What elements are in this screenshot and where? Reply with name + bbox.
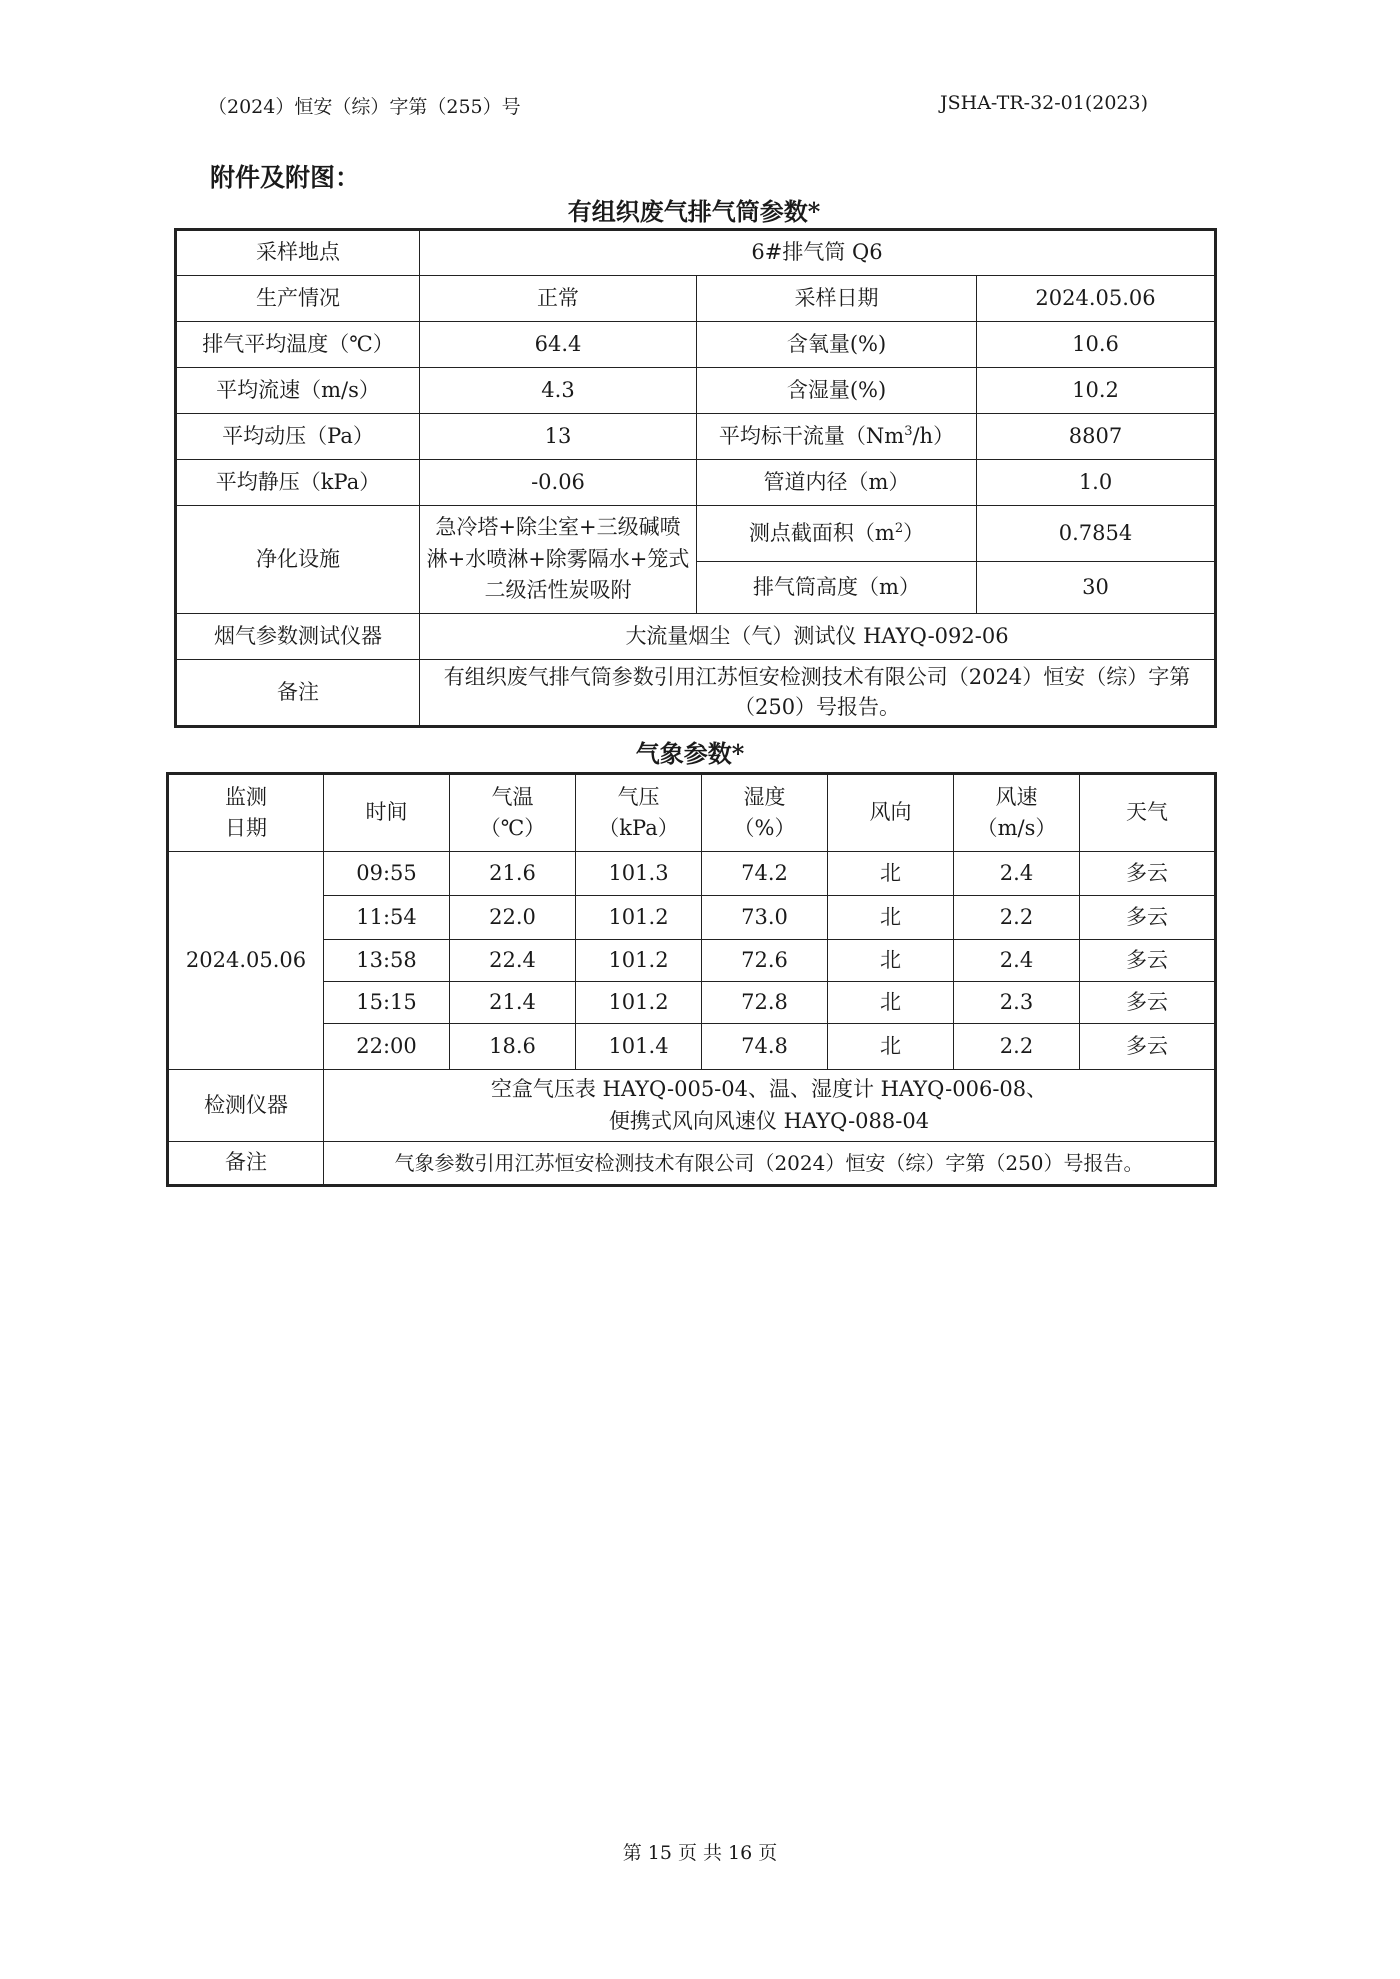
cell-wind-direction: 北 xyxy=(828,1024,954,1070)
header-date-line2: 日期 xyxy=(225,816,267,840)
avg-temp-label: 排气平均温度（℃） xyxy=(176,322,420,368)
weather-parameters-table xyxy=(166,772,1217,1187)
header-time: 时间 xyxy=(324,774,450,852)
cell-wind-direction: 北 xyxy=(828,982,954,1024)
std-flow-label-sup: 3 xyxy=(904,423,913,439)
oxygen-value: 10.6 xyxy=(977,322,1216,368)
form-code: JSHA-TR-32-01(2023) xyxy=(940,92,1149,114)
header-weather: 天气 xyxy=(1080,774,1216,852)
purification-value: 急冷塔+除尘室+三级碱喷淋+水喷淋+除雾隔水+笼式二级活性炭吸附 xyxy=(420,506,697,614)
cell-time: 13:58 xyxy=(324,940,450,982)
cell-time: 22:00 xyxy=(324,1024,450,1070)
cell-temp: 22.0 xyxy=(450,896,576,940)
header-humidity-line2: （%） xyxy=(733,816,796,840)
cell-humidity: 72.8 xyxy=(702,982,828,1024)
cell-pressure: 101.3 xyxy=(576,852,702,896)
header-humidity xyxy=(702,774,828,852)
cell-time: 09:55 xyxy=(324,852,450,896)
remarks-value: 有组织废气排气筒参数引用江苏恒安检测技术有限公司（2024）恒安（综）字第（250）号报告。 xyxy=(420,660,1216,727)
cell-wind-direction: 北 xyxy=(828,852,954,896)
table-row xyxy=(176,460,1216,506)
cell-time: 15:15 xyxy=(324,982,450,1024)
header-date xyxy=(168,774,324,852)
section-area-label xyxy=(697,506,977,562)
production-label: 生产情况 xyxy=(176,276,420,322)
instrument-label: 烟气参数测试仪器 xyxy=(176,614,420,660)
header-wind-speed-line1: 风速 xyxy=(995,784,1038,809)
std-flow-value: 8807 xyxy=(977,414,1216,460)
cell-pressure: 101.4 xyxy=(576,1024,702,1070)
cell-wind-speed: 2.4 xyxy=(954,940,1080,982)
weather-table-title: 气象参数* xyxy=(635,739,745,768)
table-row xyxy=(176,414,1216,460)
avg-dynamic-pressure-value: 13 xyxy=(420,414,697,460)
section-area-label-text: 测点截面积（m xyxy=(748,520,895,545)
sampling-location-label: 采样地点 xyxy=(176,230,420,276)
cell-pressure: 101.2 xyxy=(576,896,702,940)
std-flow-label xyxy=(697,414,977,460)
table-row xyxy=(168,1142,1216,1186)
attachment-title: 附件及附图： xyxy=(210,163,361,192)
cell-weather: 多云 xyxy=(1080,982,1216,1024)
page-footer: 第 15 页 共 16 页 xyxy=(622,1842,778,1864)
header-temp-line2: （℃） xyxy=(479,816,546,840)
cell-temp: 21.6 xyxy=(450,852,576,896)
weather-instrument-label: 检测仪器 xyxy=(168,1070,324,1142)
std-flow-label-text: 平均标干流量（Nm xyxy=(718,423,905,448)
pipe-diameter-label: 管道内径（m） xyxy=(697,460,977,506)
table-row xyxy=(168,1024,1216,1070)
sampling-date-value: 2024.05.06 xyxy=(977,276,1216,322)
weather-remarks-value: 气象参数引用江苏恒安检测技术有限公司（2024）恒安（综）字第（250）号报告。 xyxy=(324,1142,1216,1186)
header-wind-speed-line2: （m/s） xyxy=(976,816,1057,840)
table-row xyxy=(176,322,1216,368)
avg-static-pressure-label: 平均静压（kPa） xyxy=(176,460,420,506)
cell-humidity: 72.6 xyxy=(702,940,828,982)
header-pressure xyxy=(576,774,702,852)
avg-velocity-label: 平均流速（m/s） xyxy=(176,368,420,414)
cell-weather: 多云 xyxy=(1080,1024,1216,1070)
exhaust-table-title: 有组织废气排气筒参数* xyxy=(567,197,821,226)
exhaust-parameters-table xyxy=(174,228,1217,728)
cell-weather: 多云 xyxy=(1080,896,1216,940)
header-wind-speed xyxy=(954,774,1080,852)
table-row xyxy=(168,1070,1216,1142)
cell-humidity: 73.0 xyxy=(702,896,828,940)
table-row xyxy=(168,896,1216,940)
table-row xyxy=(176,230,1216,276)
avg-temp-value: 64.4 xyxy=(420,322,697,368)
header-wind-direction: 风向 xyxy=(828,774,954,852)
header-date-line1: 监测 xyxy=(225,784,267,809)
cell-wind-direction: 北 xyxy=(828,896,954,940)
cell-pressure: 101.2 xyxy=(576,982,702,1024)
weather-instrument-value xyxy=(324,1070,1216,1142)
cell-temp: 21.4 xyxy=(450,982,576,1024)
avg-velocity-value: 4.3 xyxy=(420,368,697,414)
section-area-value: 0.7854 xyxy=(977,506,1216,562)
cell-humidity: 74.2 xyxy=(702,852,828,896)
cell-wind-speed: 2.4 xyxy=(954,852,1080,896)
table-row xyxy=(168,852,1216,896)
header-pressure-line2: （kPa） xyxy=(598,816,679,840)
pipe-diameter-value: 1.0 xyxy=(977,460,1216,506)
table-header-row xyxy=(168,774,1216,852)
weather-instrument-line2: 便携式风向风速仪 HAYQ-088-04 xyxy=(608,1108,930,1133)
section-area-label-sup: 2 xyxy=(894,520,904,536)
table-row xyxy=(176,614,1216,660)
weather-instrument-line1: 空盒气压表 HAYQ-005-04、温、湿度计 HAYQ-006-08、 xyxy=(490,1077,1048,1101)
cell-time: 11:54 xyxy=(324,896,450,940)
moisture-value: 10.2 xyxy=(977,368,1216,414)
production-value: 正常 xyxy=(420,276,697,322)
stack-height-label: 排气筒高度（m） xyxy=(697,562,977,614)
sampling-location-value: 6#排气筒 Q6 xyxy=(420,230,1216,276)
table-row xyxy=(168,982,1216,1024)
table-row xyxy=(176,368,1216,414)
moisture-label: 含湿量(%) xyxy=(697,368,977,414)
purification-label: 净化设施 xyxy=(176,506,420,614)
weather-remarks-label: 备注 xyxy=(168,1142,324,1186)
section-area-label-unit: ） xyxy=(903,520,925,545)
remarks-label: 备注 xyxy=(176,660,420,727)
document-number: （2024）恒安（综）字第（255）号 xyxy=(208,96,521,118)
cell-wind-speed: 2.2 xyxy=(954,1024,1080,1070)
header-pressure-line1: 气压 xyxy=(617,784,660,809)
table-row xyxy=(176,276,1216,322)
avg-dynamic-pressure-label: 平均动压（Pa） xyxy=(176,414,420,460)
cell-humidity: 74.8 xyxy=(702,1024,828,1070)
cell-temp: 18.6 xyxy=(450,1024,576,1070)
cell-wind-speed: 2.3 xyxy=(954,982,1080,1024)
cell-weather: 多云 xyxy=(1080,852,1216,896)
cell-wind-speed: 2.2 xyxy=(954,896,1080,940)
table-row xyxy=(176,660,1216,727)
header-temp-line1: 气温 xyxy=(491,784,534,809)
cell-wind-direction: 北 xyxy=(828,940,954,982)
std-flow-label-unit: /h） xyxy=(912,423,955,448)
instrument-value: 大流量烟尘（气）测试仪 HAYQ-092-06 xyxy=(420,614,1216,660)
sampling-date-label: 采样日期 xyxy=(697,276,977,322)
cell-weather: 多云 xyxy=(1080,940,1216,982)
monitoring-date: 2024.05.06 xyxy=(168,852,324,1070)
avg-static-pressure-value: -0.06 xyxy=(420,460,697,506)
stack-height-value: 30 xyxy=(977,562,1216,614)
table-row xyxy=(176,506,1216,562)
cell-temp: 22.4 xyxy=(450,940,576,982)
header-temp xyxy=(450,774,576,852)
header-humidity-line1: 湿度 xyxy=(743,784,786,809)
oxygen-label: 含氧量(%) xyxy=(697,322,977,368)
cell-pressure: 101.2 xyxy=(576,940,702,982)
table-row xyxy=(168,940,1216,982)
